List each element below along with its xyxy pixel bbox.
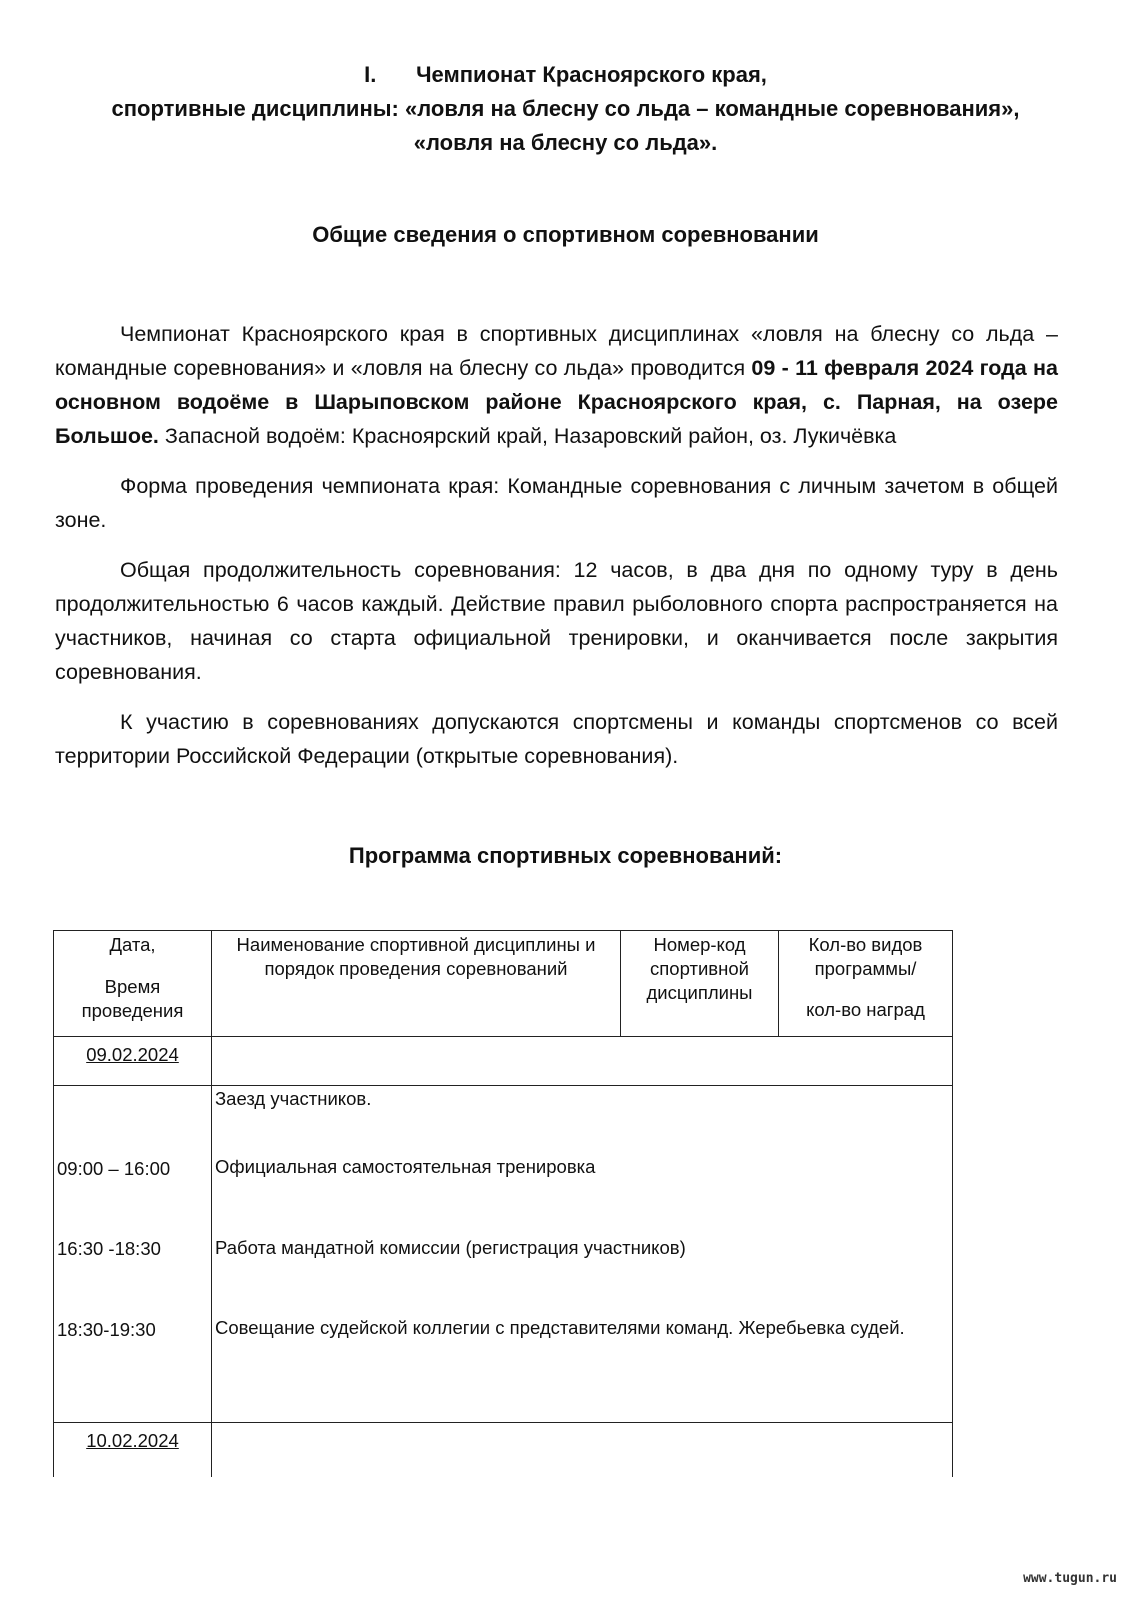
table-row-day2-date <box>54 1423 953 1477</box>
program-table <box>53 930 953 1477</box>
schedule-arrival: Заезд участников. <box>215 1088 372 1109</box>
watermark: www.tugun.ru <box>1023 1571 1117 1586</box>
paragraph-dates-location: Чемпионат Красноярского края в спортивных дисциплинах «ловля на блесну со льда – командные соревнования» и «ловля на блесну со льда» проводится 09 - 11 февраля 2024 года на основном водоёме в Шарыповском районе Красноярского края, с. Парная, на озере Большое. Запасной водоём: Красноярский край, Назаровский район, оз. Лукичёвка <box>55 322 1058 448</box>
schedule-event-3: Совещание судейской коллегии с представителями команд. Жеребьевка судей. <box>215 1317 905 1338</box>
title-line-1: I. Чемпионат Красноярского края, <box>60 58 1071 92</box>
paragraph-participants: К участию в соревнованиях допускаются спортсмены и команды спортсменов со всей территории Российской Федерации (открытые соревнования). <box>55 710 1058 768</box>
header-discipline-code: Номер-код спортивной дисциплины <box>621 931 779 1037</box>
schedule-time-1: 09:00 – 16:00 <box>57 1158 171 1179</box>
schedule-time-3: 18:30-19:30 <box>57 1319 156 1340</box>
header-program-count: Кол-во видов программы/ кол-во наград <box>779 931 953 1037</box>
document-title <box>60 58 1071 160</box>
header-date-time: Дата, Время проведения <box>54 931 212 1037</box>
table-row-day1-schedule <box>54 1086 953 1423</box>
empty-cell <box>212 1037 953 1086</box>
schedule-event-1: Официальная самостоятельная тренировка <box>215 1156 596 1177</box>
paragraph-duration: Общая продолжительность соревнования: 12 часов, в два дня по одному туру в день продолжительностью 6 часов каждый. Действие правил рыболовного спорта распространяется на участников, начиная со старта официальной тренировки, и оканчивается после закрытия соревнования. <box>55 558 1058 684</box>
schedule-event-2: Работа мандатной комиссии (регистрация участников) <box>215 1237 686 1258</box>
paragraph-format: Форма проведения чемпионата края: Командные соревнования с личным зачетом в общей зоне. <box>55 474 1058 532</box>
date-cell-day1: 09.02.2024 <box>54 1037 212 1086</box>
schedule-time-2: 16:30 -18:30 <box>57 1238 161 1259</box>
title-line-3: «ловля на блесну со льда». <box>413 130 718 155</box>
section-number: I. <box>364 62 377 87</box>
program-heading: Программа спортивных соревнований: <box>348 843 783 868</box>
general-info-heading: Общие сведения о спортивном соревновании <box>312 222 819 247</box>
date-cell-day2: 10.02.2024 <box>54 1423 212 1477</box>
table-row-day1-date <box>54 1037 953 1086</box>
header-discipline-name: Наименование спортивной дисциплины и порядок проведения соревнований <box>212 931 621 1037</box>
title-line-2: спортивные дисциплины: «ловля на блесну со льда – командные соревнования», <box>111 96 1020 121</box>
schedule-times-cell <box>54 1086 212 1423</box>
schedule-events-cell <box>212 1086 953 1423</box>
empty-cell <box>212 1423 953 1477</box>
table-header-row <box>54 931 953 1037</box>
